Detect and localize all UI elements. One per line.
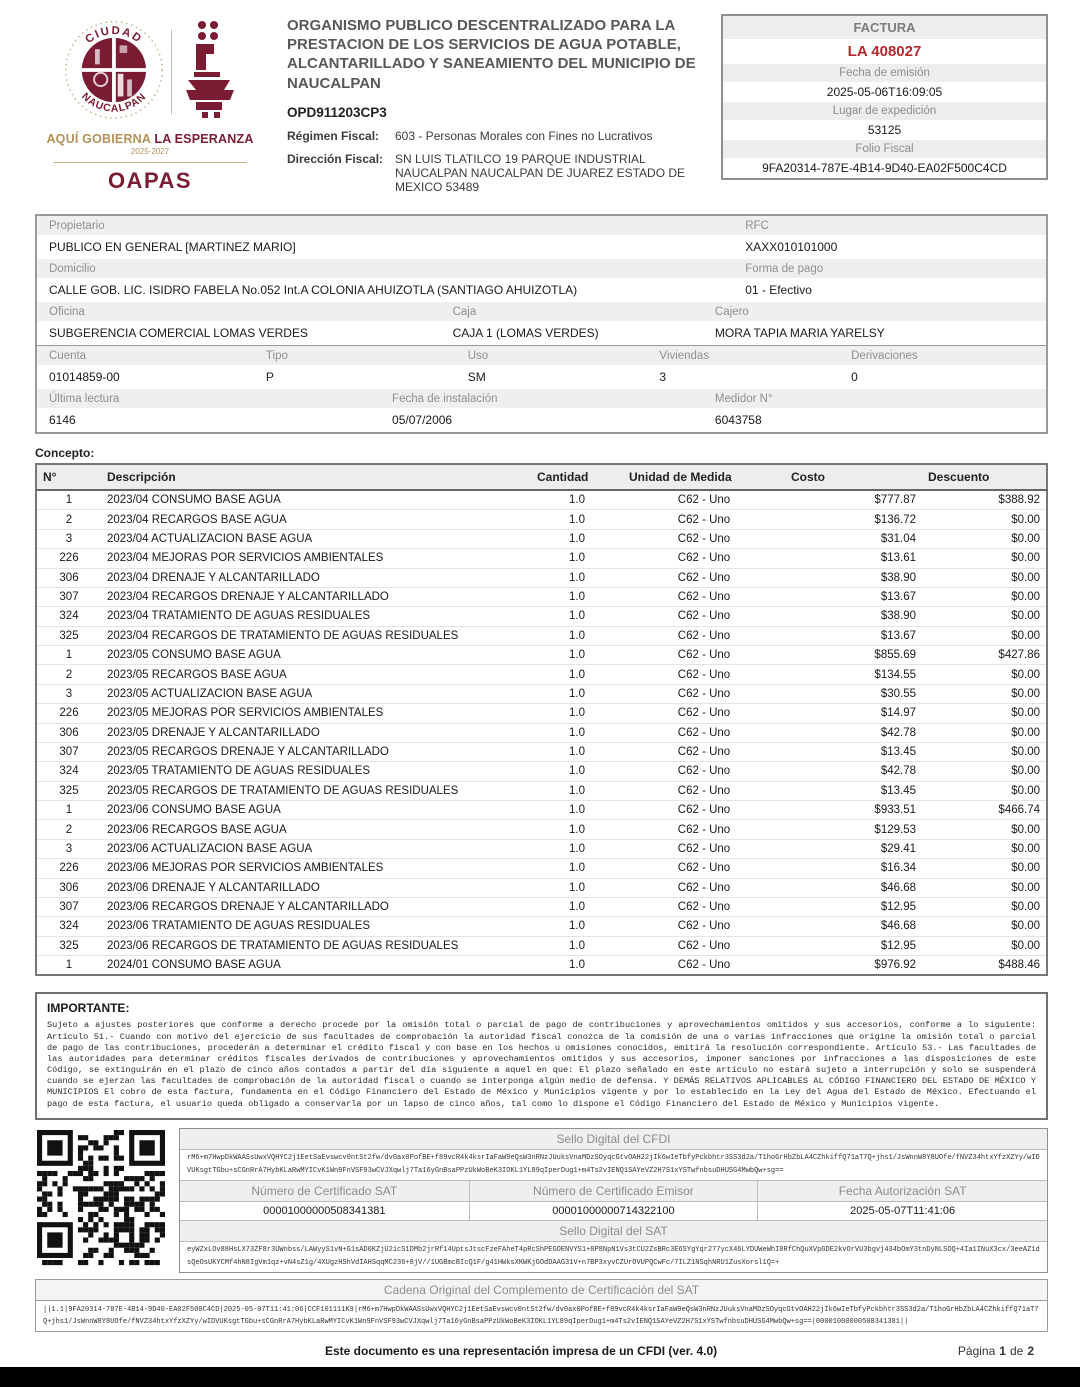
esperanza-glyph-icon: [178, 18, 240, 127]
caja-label: Caja: [441, 302, 703, 321]
page-indicator: Página 1 de 2: [957, 1344, 1034, 1358]
regimen-value: 603 - Personas Morales con Fines no Lucrativos: [395, 128, 653, 143]
concepto-row: 2 2023/04 RECARGOS BASE AGUA 1.0 C62 - Uno $136.72 $0.00: [36, 510, 1047, 529]
concepto-row: 226 2023/06 MEJORAS POR SERVICIOS AMBIENTALES 1.0 C62 - Uno $16.34 $0.00: [36, 859, 1047, 878]
slogan-pre: AQUÍ GOBIERNA: [46, 132, 151, 146]
concepto-row: 226 2023/05 MEJORAS POR SERVICIOS AMBIENTALES 1.0 C62 - Uno $14.97 $0.00: [36, 704, 1047, 723]
concepto-row: 2 2023/06 RECARGOS BASE AGUA 1.0 C62 - Uno $129.53 $0.00: [36, 820, 1047, 839]
sello-table: [179, 1128, 1048, 1273]
caja-value: CAJA 1 (LOMAS VERDES): [452, 326, 599, 340]
logo-divider: [171, 30, 172, 114]
col-unidad: Unidad de Medida: [623, 464, 785, 490]
fecha-instalacion-value: 05/07/2006: [392, 413, 453, 427]
concepto-row: 306 2023/05 DRENAJE Y ALCANTARILLADO 1.0 C62 - Uno $42.78 $0.00: [36, 723, 1047, 742]
sello-sat-value: eyWZxLOv88HsLX73ZF8r3UWnbss/LAWyyS1vN+G1sAD0KZjU2icS1DMb2jrRf14UptsJtscFzeFAheT4pRcShPEGOENVYS1+8P8NpN1Vs3tCU2ZsBRc3E6SYgYqr277ycX46LYDUWeWhI8RfChQuXVpGDE2kvOrVU3bgvj434bOmY3tnDyNLSOQ+4Ia1INuX3cx/3eeAZ1dsQeOsUKYCMf4hN8IgVm1qz+vN4sZ1g/4XUgzHShVdIAHSqqMC236+8jV//1UGBmcBIcQ1F/g41HWksXKWKjGOdDAAG31V+n7BP3xyvCZUrOVUPQCwFc/7ILZ1NSqhNRU1ZusXorsl1Q=+: [187, 1245, 1040, 1267]
concepto-row: 324 2023/05 TRATAMIENTO DE AGUAS RESIDUALES 1.0 C62 - Uno $42.78 $0.00: [36, 762, 1047, 781]
concepto-row: 307 2023/04 RECARGOS DRENAJE Y ALCANTARILLADO 1.0 C62 - Uno $13.67 $0.00: [36, 587, 1047, 606]
logo-rule: [53, 162, 247, 163]
forma-pago-label: Forma de pago: [733, 259, 1046, 278]
concepto-row: 325 2023/06 RECARGOS DE TRATAMIENTO DE AGUAS RESIDUALES 1.0 C62 - Uno $12.95 $0.00: [36, 936, 1047, 955]
issuer-name: ORGANISMO PUBLICO DESCENTRALIZADO PARA LA PRESTACION DE LOS SERVICIOS DE AGUA POTABLE, ALCANTARILLADO Y SANEAMIENTO DEL MUNICIPIO DE NAUCALPAN: [287, 17, 696, 92]
tipo-label: Tipo: [254, 346, 456, 365]
fecha-aut-label: Fecha Autorización SAT: [758, 1181, 1047, 1202]
page-footer: [35, 1344, 1048, 1358]
folio-fiscal-value: 9FA20314-787E-4B14-9D40-EA02F500C4CD: [762, 161, 1007, 175]
medidor-label: Medidor N°: [703, 389, 1046, 408]
concepto-row: 3 2023/05 ACTUALIZACION BASE AGUA 1.0 C62 - Uno $30.55 $0.00: [36, 684, 1047, 703]
importante-text: Sujeto a ajustes posteriores que conforme a derecho procede por la omisión total o parcial de pago de contribuciones y aprovechamientos omitidos y sus accesorios, conforme a lo siguiente: Artículo 51.- Cuando con motivo del ejercicio de sus facultades de comprobación la autoridad fiscal conozca de la comisión de una o varias infracciones que origine la omisión total o parcial de pago de las contribuciones, procederán a determinar el crédito fiscal y con base en los hechos u omisiones conocidos, emitirá la resolución correspondiente. Artículo 53.- Las facultades de las autoridades para determinar créditos fiscales derivados de contribuciones y aprovechamientos omitidos y sus accesorios, imponer sanciones por infracciones a las disposiciones de este Código, se extinguirán en el plazo de cinco años contados a partir del día siguiente a aquel en que: El plazo señalado en este artículo no estará sujeto a interrupción y solo se suspenderá cuando se ejerzan las facultades de comprobación de la autoridad fiscal o cuando se interponga algún medio de defensa. Y DEMÁS RELATIVOS APLICABLES AL CÓDIGO FINANCIERO DEL ESTADO DE MÉXICO Y MUNICIPIOS El cobro de esta factura, fundamenta en el Código Financiero del Estado de México y Municipios vigente y por lo establecido en la Ley del Agua del Estado de México. Efectuando el pago de esta factura, el usuario queda obligado a conservarla por un lapso de cinco años, tal como lo dispone el Código Financiero del Estado de México y Municipios vigente.: [47, 1020, 1036, 1109]
propietario-label: Propietario: [37, 216, 733, 235]
lugar-expedicion-label: Lugar de expedición: [723, 102, 1046, 120]
col-costo: Costo: [785, 464, 922, 490]
svg-text:CIUDAD: CIUDAD: [82, 24, 145, 46]
cert-emisor-label: Número de Certificado Emisor: [470, 1181, 759, 1202]
direccion-value: SN LUIS TLATILCO 19 PARQUE INDUSTRIAL NAUCALPAN NAUCALPAN DE JUAREZ ESTADO DE MEXICO 53489: [395, 151, 686, 194]
rfc-label: RFC: [733, 216, 1046, 235]
concepto-header-row: [36, 464, 1047, 490]
concepto-row: 306 2023/04 DRENAJE Y ALCANTARILLADO 1.0 C62 - Uno $38.90 $0.00: [36, 568, 1047, 587]
cajero-value: MORA TAPIA MARIA YARELSY: [714, 326, 885, 340]
viviendas-value: 3: [659, 370, 667, 384]
concepto-row: 2 2023/05 RECARGOS BASE AGUA 1.0 C62 - Uno $134.55 $0.00: [36, 665, 1047, 684]
fecha-emision-value: 2025-05-06T16:09:05: [826, 85, 943, 99]
domicilio-value: CALLE GOB. LIC. ISIDRO FABELA No.052 Int.A COLONIA AHUIZOTLA (SANTIAGO AHUIZOTLA): [49, 283, 578, 297]
cert-sat-value: 00001000000508341381: [180, 1202, 470, 1221]
uso-label: Uso: [456, 346, 648, 365]
fecha-aut-value: 2025-05-07T11:41:06: [758, 1202, 1047, 1221]
sellos-section: [35, 1128, 1048, 1273]
col-num: N°: [36, 464, 101, 490]
concepto-row: 324 2023/04 TRATAMIENTO DE AGUAS RESIDUALES 1.0 C62 - Uno $38.90 $0.00: [36, 607, 1047, 626]
naucalpan-seal-icon: [61, 17, 165, 128]
concepto-row: 325 2023/05 RECARGOS DE TRATAMIENTO DE AGUAS RESIDUALES 1.0 C62 - Uno $13.45 $0.00: [36, 781, 1047, 800]
account-info-box: [35, 214, 1048, 434]
derivaciones-label: Derivaciones: [839, 346, 1046, 365]
concepto-row: 1 2023/05 CONSUMO BASE AGUA 1.0 C62 - Uno $855.69 $427.86: [36, 646, 1047, 665]
fecha-instalacion-label: Fecha de instalación: [380, 389, 703, 408]
cfdi-footer-note: Este documento es una representación impresa de un CFDI (ver. 4.0): [325, 1344, 718, 1358]
concepto-row: 325 2023/04 RECARGOS DE TRATAMIENTO DE AGUAS RESIDUALES 1.0 C62 - Uno $13.67 $0.00: [36, 626, 1047, 645]
importante-title: IMPORTANTE:: [47, 1001, 130, 1016]
ultima-lectura-label: Última lectura: [37, 389, 380, 408]
uso-value: SM: [467, 370, 486, 384]
col-cantidad: Cantidad: [531, 464, 623, 490]
concepto-row: 307 2023/05 RECARGOS DRENAJE Y ALCANTARILLADO 1.0 C62 - Uno $13.45 $0.00: [36, 742, 1047, 761]
concepto-row: 1 2023/04 CONSUMO BASE AGUA 1.0 C62 - Uno $777.87 $388.92: [36, 490, 1047, 510]
scan-edge-bar: [0, 1367, 1080, 1387]
qr-code: [35, 1128, 169, 1272]
ultima-lectura-value: 6146: [49, 413, 76, 427]
brand-name: OAPAS: [107, 168, 193, 193]
concepto-row: 324 2023/06 TRATAMIENTO DE AGUAS RESIDUALES 1.0 C62 - Uno $46.68 $0.00: [36, 917, 1047, 936]
concepto-row: 306 2023/06 DRENAJE Y ALCANTARILLADO 1.0 C62 - Uno $46.68 $0.00: [36, 878, 1047, 897]
concepto-row: 307 2023/06 RECARGOS DRENAJE Y ALCANTARILLADO 1.0 C62 - Uno $12.95 $0.00: [36, 897, 1047, 916]
concepto-row: 3 2023/04 ACTUALIZACION BASE AGUA 1.0 C62 - Uno $31.04 $0.00: [36, 529, 1047, 548]
svg-text:NAUCALPAN: NAUCALPAN: [78, 90, 149, 115]
cert-emisor-value: 00001000000714322100: [470, 1202, 759, 1221]
direccion-label: Dirección Fiscal:: [287, 151, 384, 166]
regimen-label: Régimen Fiscal:: [287, 128, 380, 143]
cuenta-value: 01014859-00: [49, 370, 120, 384]
cadena-value: ||1.1|9FA20314-787E-4B14-9D40-EA02F500C4CD|2025-05-07T11:41:06|CCF101111K9|rM6+m7HwpDkWAASsUwxVQHYC2j1EetSaEvswcv0ntSt2fw/dv0ax0PofBE+f89vcR4k4ksrIaFaW9eQsW3nRNzJUuksVnaMDzSOyqcGtvOAH22jIk6wIeTbfyPckbhtr3SS3d2a/T1hoGrHbZbLA4CZhkiffQ71aT7Q+jhs1/JsWnnW8Y8UOfe/fNVZ34htxYfzXZYy/wIDVUKsgtTGbu+sCGnRrA7HybKLaRwMYICvK1Wn9FnVSF93wCVJXqwlj7Ta16yGnBsaPPzUkWoBeK3IOKL1YL89qIperDug1+m4Ts2vIENQ1SAYeVZ2H7S1xYSTwfnbsuDHUSG4MwbQw+sg==|00001000000508341381||: [35, 1301, 1048, 1333]
sello-sat-title: Sello Digital del SAT: [180, 1221, 1047, 1242]
tipo-value: P: [265, 370, 274, 384]
header: [35, 0, 1048, 208]
concepto-table: [35, 463, 1048, 976]
domicilio-label: Domicilio: [37, 259, 733, 278]
derivaciones-value: 0: [851, 370, 858, 384]
sello-cfdi-value: rM6+m7HwpDkWAASsUwxVQHYC2j1EetSaEvswcv0ntSt2fw/dv0ax0PofBE+f89vcR4k4ksrIaFaW9eQsW3nRNzJUuksVnaMDzSOyqcGtvOAH22jIk6wIeTbfyPckbhtr3SS3d2a/T1hoGrHbZbLA4CZhkiffQ71aT7Q+jhs1/JsWnnW8Y8UOfe/fNVZ34htxYfzXZYy/wIDVUKsgtTGbu+sCGnRrA7HybKLaRwMYICvK1Wn9FnVSF93wCVJXqwlj7Ta16yGnBsaPPzUkWoBeK3IOKL1YL89qIperDug1+m4Ts2vIENQ1SAYeVZ2H7S1xYSTwfnbsuDHUSG4MwbQw+sg==: [180, 1150, 1047, 1181]
col-descuento: Descuento: [922, 464, 1047, 490]
rfc-value: XAXX010101000: [745, 240, 838, 254]
cadena-title: Cadena Original del Complemento de Certificación del SAT: [35, 1279, 1048, 1301]
propietario-value: PUBLICO EN GENERAL [MARTINEZ MARIO]: [49, 240, 296, 254]
oficina-label: Oficina: [37, 302, 441, 321]
factura-title: FACTURA: [723, 16, 1046, 39]
concepto-section-label: Concepto:: [35, 446, 95, 460]
cuenta-label: Cuenta: [37, 346, 254, 365]
factura-summary-box: [721, 14, 1048, 180]
concepto-row: 3 2023/06 ACTUALIZACION BASE AGUA 1.0 C62 - Uno $29.41 $0.00: [36, 839, 1047, 858]
concepto-row: 1 2024/01 CONSUMO BASE AGUA 1.0 C62 - Uno $976.92 $488.46: [65, 959, 1040, 972]
medidor-value: 6043758: [714, 413, 762, 427]
fecha-emision-label: Fecha de emisión: [723, 64, 1046, 82]
folio-fiscal-label: Folio Fiscal: [723, 140, 1046, 158]
forma-pago-value: 01 - Efectivo: [745, 283, 812, 297]
importante-box: [35, 992, 1048, 1119]
factura-folio: LA 408027: [847, 43, 922, 60]
cajero-label: Cajero: [703, 302, 1046, 321]
sello-cfdi-title: Sello Digital del CFDI: [180, 1129, 1047, 1150]
oapas-logo: [35, 16, 265, 194]
oficina-value: SUBGERENCIA COMERCIAL LOMAS VERDES: [49, 326, 308, 340]
col-descripcion: Descripción: [101, 464, 531, 490]
issuer-rfc: OPD911203CP3: [287, 104, 387, 120]
cert-sat-label: Número de Certificado SAT: [180, 1181, 470, 1202]
concepto-row: 1 2023/06 CONSUMO BASE AGUA 1.0 C62 - Uno $933.51 $466.74: [36, 801, 1047, 820]
slogan-bold: LA ESPERANZA: [154, 132, 254, 146]
concepto-row: 226 2023/04 MEJORAS POR SERVICIOS AMBIENTALES 1.0 C62 - Uno $13.61 $0.00: [36, 549, 1047, 568]
viviendas-label: Viviendas: [647, 346, 839, 365]
slogan: [35, 132, 265, 146]
administration-years: 2025-2027: [130, 147, 170, 156]
issuer-block: [287, 16, 727, 194]
lugar-expedicion-value: 53125: [867, 123, 902, 137]
